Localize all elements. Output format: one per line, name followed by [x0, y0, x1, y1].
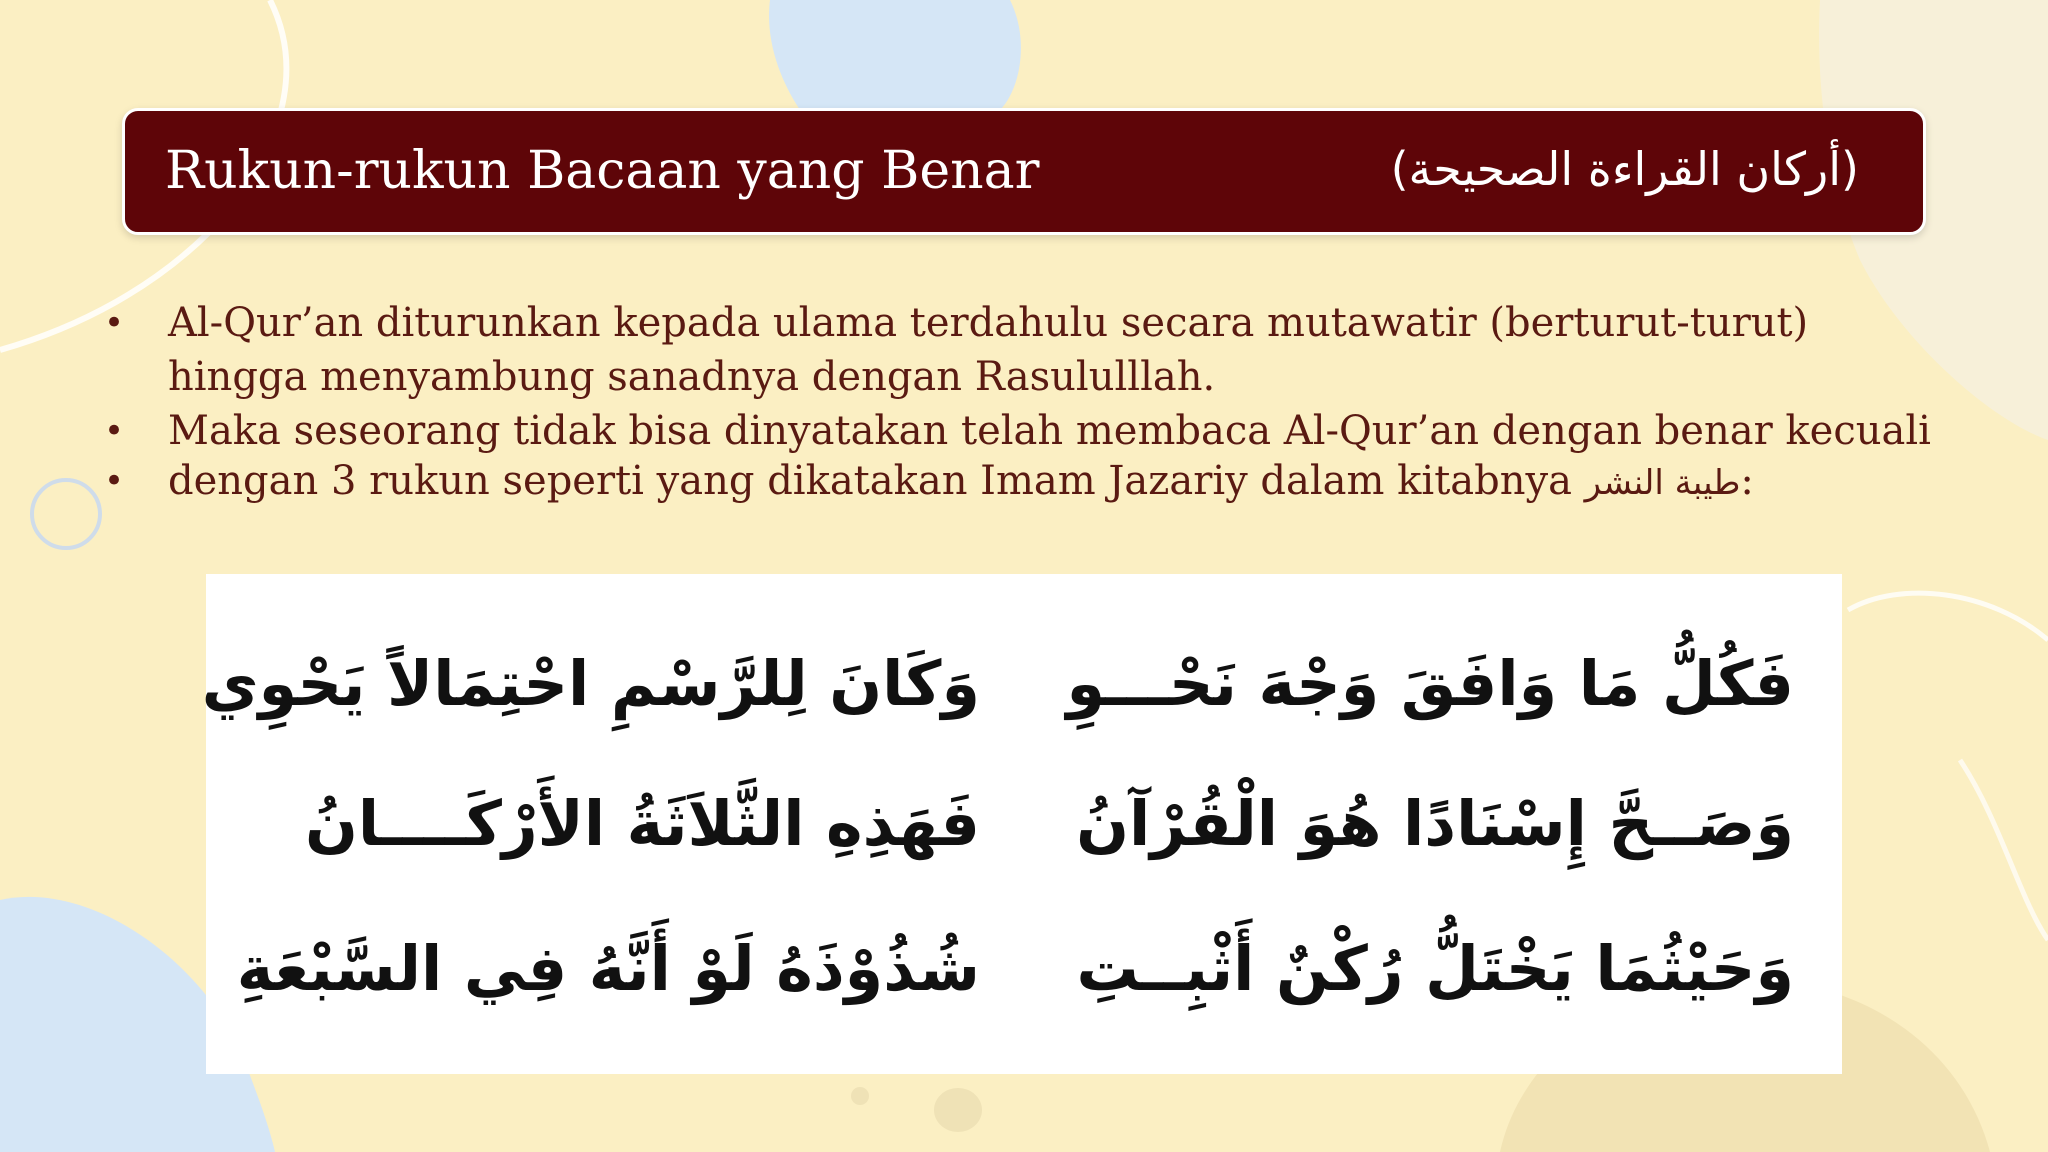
bullet-item — [100, 404, 1940, 458]
bullet-dot-icon: • — [104, 303, 125, 343]
book-title-arabic: طيبة النشر — [1584, 463, 1741, 503]
verse-2-second-half: فَهَذِهِ الثَّلاَثَةُ الأَرْكَــــانُ — [304, 787, 980, 860]
title-bar — [122, 108, 1926, 235]
verse-2-first-half: وَصَــحَّ إِسْنَادًا هُوَ الْقُرْآنُ — [1076, 787, 1794, 860]
bullet-text: Maka seseorang tidak bisa dinyatakan telah membaca Al-Qur’an dengan benar kecuali — [168, 408, 1931, 454]
bullet-dot-icon: • — [104, 411, 125, 451]
verse-1-second-half: وَكَانَ لِلرَّسْمِ احْتِمَالاً يَحْوِي — [201, 647, 980, 720]
bullet-item — [100, 296, 1940, 404]
bullet-dot-icon: • — [104, 461, 125, 501]
verse-3-first-half: وَحَيْثُمَا يَخْتَلُّ رُكْنٌ أَثْبِــتِ — [1076, 932, 1794, 1005]
bullet-item — [100, 454, 1940, 510]
slide-title-arabic: (أركان القراءة الصحيحة) — [1390, 142, 1859, 196]
verse-1-first-half: فَكُلُّ مَا وَافَقَ وَجْهَ نَحْـــوِ — [1066, 647, 1794, 720]
poem-image — [201, 574, 1842, 1074]
bullet-suffix: : — [1740, 458, 1754, 504]
bullet-text: dengan 3 rukun seperti yang dikatakan Imam Jazariy dalam kitabnya — [168, 458, 1585, 504]
slide-title: Rukun-rukun Bacaan yang Benar — [165, 141, 1040, 201]
verse-3-second-half: شُذُوْذَهُ لَوْ أَنَّهُ فِي السَّبْعَةِ — [236, 932, 980, 1005]
bullet-text: Al-Qur’an diturunkan kepada ulama terdahulu secara mutawatir (berturut-turut) hingga menyambung sanadnya dengan Rasululllah. — [168, 300, 1809, 400]
bullet-list — [100, 296, 1940, 510]
